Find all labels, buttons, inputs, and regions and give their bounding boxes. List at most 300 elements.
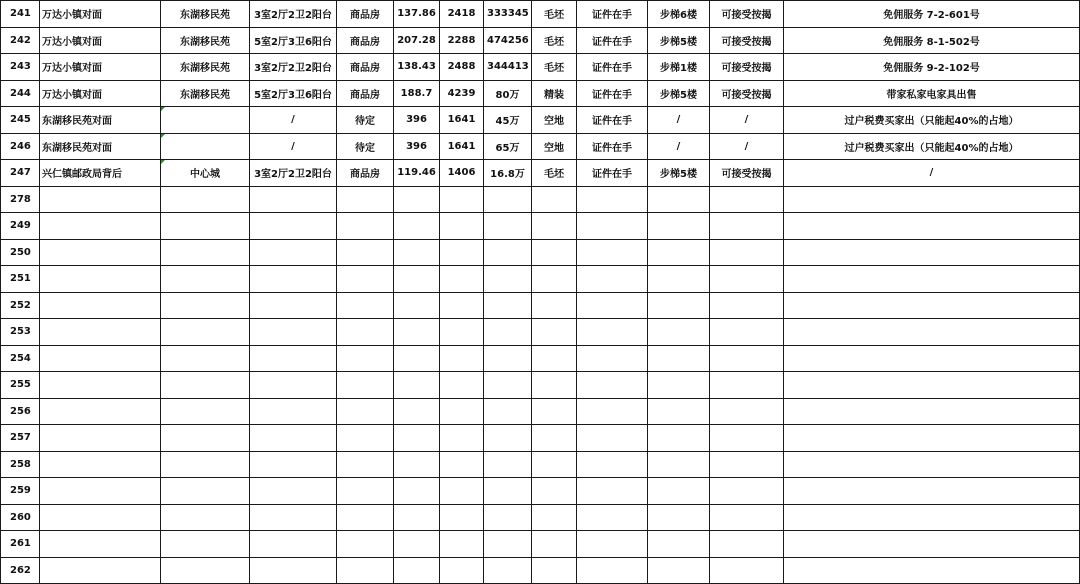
certificate-cell[interactable] [577, 239, 648, 266]
certificate-cell[interactable]: 证件在手 [577, 133, 648, 160]
loan-cell[interactable] [710, 186, 784, 213]
community-cell[interactable] [161, 372, 250, 399]
row-number-cell[interactable]: 249 [1, 213, 40, 240]
decoration-cell[interactable] [532, 398, 577, 425]
unit-price-cell[interactable]: 2488 [440, 54, 484, 81]
area-cell[interactable] [394, 372, 440, 399]
loan-cell[interactable]: 可接受按揭 [710, 160, 784, 187]
decoration-cell[interactable] [532, 557, 577, 584]
property-type-cell[interactable] [337, 266, 394, 293]
floor-cell[interactable] [648, 345, 710, 372]
location-cell[interactable] [40, 451, 161, 478]
unit-price-cell[interactable]: 2418 [440, 1, 484, 28]
property-type-cell[interactable] [337, 319, 394, 346]
decoration-cell[interactable] [532, 425, 577, 452]
note-cell[interactable] [784, 239, 1080, 266]
row-number-cell[interactable]: 258 [1, 451, 40, 478]
layout-cell[interactable]: 5室2厅3卫6阳台 [250, 27, 337, 54]
community-cell[interactable] [161, 425, 250, 452]
unit-price-cell[interactable] [440, 319, 484, 346]
property-type-cell[interactable]: 商品房 [337, 80, 394, 107]
certificate-cell[interactable] [577, 531, 648, 558]
total-price-cell[interactable] [484, 213, 532, 240]
row-number-cell[interactable]: 252 [1, 292, 40, 319]
total-price-cell[interactable]: 45万 [484, 107, 532, 134]
note-cell[interactable] [784, 398, 1080, 425]
floor-cell[interactable] [648, 425, 710, 452]
loan-cell[interactable] [710, 451, 784, 478]
total-price-cell[interactable] [484, 398, 532, 425]
note-cell[interactable]: 过户税费买家出（只能起40%的占地） [784, 107, 1080, 134]
location-cell[interactable]: 万达小镇对面 [40, 27, 161, 54]
row-number-cell[interactable]: 257 [1, 425, 40, 452]
loan-cell[interactable] [710, 425, 784, 452]
area-cell[interactable] [394, 213, 440, 240]
layout-cell[interactable]: 3室2厅2卫2阳台 [250, 160, 337, 187]
unit-price-cell[interactable] [440, 266, 484, 293]
table-row [1, 345, 1080, 372]
community-cell[interactable]: 东湖移民苑 [161, 27, 250, 54]
area-cell[interactable]: 207.28 [394, 27, 440, 54]
area-cell[interactable] [394, 239, 440, 266]
property-type-cell[interactable]: 商品房 [337, 160, 394, 187]
row-number-cell[interactable]: 247 [1, 160, 40, 187]
total-price-cell[interactable] [484, 451, 532, 478]
decoration-cell[interactable] [532, 504, 577, 531]
community-cell[interactable] [161, 531, 250, 558]
row-number-cell[interactable]: 259 [1, 478, 40, 505]
community-cell[interactable]: 东湖移民苑 [161, 1, 250, 28]
floor-cell[interactable]: 步梯5楼 [648, 160, 710, 187]
certificate-cell[interactable] [577, 398, 648, 425]
unit-price-cell[interactable] [440, 478, 484, 505]
table-row [1, 478, 1080, 505]
total-price-cell[interactable] [484, 266, 532, 293]
layout-cell[interactable] [250, 425, 337, 452]
row-number-cell[interactable]: 256 [1, 398, 40, 425]
row-number-cell[interactable]: 253 [1, 319, 40, 346]
unit-price-cell[interactable] [440, 345, 484, 372]
total-price-cell[interactable] [484, 372, 532, 399]
table-body [1, 1, 1080, 584]
property-type-cell[interactable] [337, 239, 394, 266]
loan-cell[interactable]: 可接受按揭 [710, 54, 784, 81]
area-cell[interactable]: 396 [394, 107, 440, 134]
layout-cell[interactable] [250, 557, 337, 584]
loan-cell[interactable] [710, 372, 784, 399]
layout-cell[interactable] [250, 186, 337, 213]
certificate-cell[interactable]: 证件在手 [577, 1, 648, 28]
unit-price-cell[interactable] [440, 504, 484, 531]
community-cell[interactable] [161, 451, 250, 478]
property-type-cell[interactable] [337, 425, 394, 452]
decoration-cell[interactable] [532, 266, 577, 293]
decoration-cell[interactable]: 毛坯 [532, 27, 577, 54]
note-cell[interactable]: 过户税费买家出（只能起40%的占地） [784, 133, 1080, 160]
area-cell[interactable]: 119.46 [394, 160, 440, 187]
certificate-cell[interactable] [577, 478, 648, 505]
decoration-cell[interactable]: 空地 [532, 107, 577, 134]
layout-cell[interactable] [250, 531, 337, 558]
row-number-cell[interactable]: 244 [1, 80, 40, 107]
floor-cell[interactable]: 步梯1楼 [648, 54, 710, 81]
certificate-cell[interactable] [577, 345, 648, 372]
location-cell[interactable] [40, 504, 161, 531]
location-cell[interactable] [40, 398, 161, 425]
community-cell[interactable]: 中心城 [161, 160, 250, 187]
location-cell[interactable] [40, 372, 161, 399]
unit-price-cell[interactable] [440, 372, 484, 399]
unit-price-cell[interactable] [440, 213, 484, 240]
location-cell[interactable] [40, 425, 161, 452]
certificate-cell[interactable] [577, 372, 648, 399]
property-type-cell[interactable] [337, 451, 394, 478]
decoration-cell[interactable] [532, 292, 577, 319]
layout-cell[interactable] [250, 398, 337, 425]
floor-cell[interactable] [648, 557, 710, 584]
unit-price-cell[interactable]: 4239 [440, 80, 484, 107]
note-cell[interactable] [784, 478, 1080, 505]
certificate-cell[interactable] [577, 451, 648, 478]
total-price-cell[interactable] [484, 478, 532, 505]
note-cell[interactable]: 带家私家电家具出售 [784, 80, 1080, 107]
row-number-cell[interactable]: 254 [1, 345, 40, 372]
total-price-cell[interactable] [484, 186, 532, 213]
note-cell[interactable] [784, 186, 1080, 213]
loan-cell[interactable]: 可接受按揭 [710, 80, 784, 107]
area-cell[interactable] [394, 451, 440, 478]
community-cell[interactable]: 东湖移民苑 [161, 80, 250, 107]
location-cell[interactable]: 万达小镇对面 [40, 1, 161, 28]
floor-cell[interactable] [648, 451, 710, 478]
note-cell[interactable] [784, 345, 1080, 372]
property-type-cell[interactable] [337, 478, 394, 505]
loan-cell[interactable] [710, 531, 784, 558]
location-cell[interactable] [40, 557, 161, 584]
location-cell[interactable] [40, 239, 161, 266]
location-cell[interactable] [40, 319, 161, 346]
layout-cell[interactable] [250, 239, 337, 266]
loan-cell[interactable]: 可接受按揭 [710, 27, 784, 54]
certificate-cell[interactable]: 证件在手 [577, 27, 648, 54]
unit-price-cell[interactable] [440, 292, 484, 319]
unit-price-cell[interactable] [440, 451, 484, 478]
total-price-cell[interactable]: 333345 [484, 1, 532, 28]
table-row [1, 186, 1080, 213]
layout-cell[interactable] [250, 345, 337, 372]
loan-cell[interactable]: / [710, 107, 784, 134]
decoration-cell[interactable]: 毛坯 [532, 1, 577, 28]
area-cell[interactable] [394, 478, 440, 505]
unit-price-cell[interactable] [440, 239, 484, 266]
loan-cell[interactable] [710, 398, 784, 425]
certificate-cell[interactable] [577, 186, 648, 213]
property-type-cell[interactable]: 待定 [337, 133, 394, 160]
layout-cell[interactable]: 5室2厅3卫6阳台 [250, 80, 337, 107]
table-row [1, 239, 1080, 266]
row-number-cell[interactable]: 278 [1, 186, 40, 213]
note-cell[interactable] [784, 372, 1080, 399]
decoration-cell[interactable] [532, 239, 577, 266]
table-row [1, 451, 1080, 478]
table-row [1, 372, 1080, 399]
layout-cell[interactable] [250, 319, 337, 346]
total-price-cell[interactable] [484, 239, 532, 266]
area-cell[interactable] [394, 345, 440, 372]
community-cell[interactable] [161, 213, 250, 240]
loan-cell[interactable]: 可接受按揭 [710, 1, 784, 28]
decoration-cell[interactable] [532, 478, 577, 505]
total-price-cell[interactable]: 65万 [484, 133, 532, 160]
row-number-cell[interactable]: 241 [1, 1, 40, 28]
certificate-cell[interactable]: 证件在手 [577, 80, 648, 107]
decoration-cell[interactable] [532, 531, 577, 558]
total-price-cell[interactable]: 474256 [484, 27, 532, 54]
loan-cell[interactable] [710, 478, 784, 505]
row-number-cell[interactable]: 261 [1, 531, 40, 558]
note-cell[interactable] [784, 451, 1080, 478]
loan-cell[interactable] [710, 239, 784, 266]
loan-cell[interactable] [710, 213, 784, 240]
floor-cell[interactable]: / [648, 133, 710, 160]
loan-cell[interactable] [710, 557, 784, 584]
layout-cell[interactable] [250, 504, 337, 531]
location-cell[interactable] [40, 292, 161, 319]
area-cell[interactable]: 137.86 [394, 1, 440, 28]
location-cell[interactable] [40, 186, 161, 213]
unit-price-cell[interactable] [440, 531, 484, 558]
table-row [1, 54, 1080, 81]
total-price-cell[interactable] [484, 425, 532, 452]
table-row [1, 27, 1080, 54]
loan-cell[interactable] [710, 504, 784, 531]
property-type-cell[interactable]: 商品房 [337, 1, 394, 28]
property-type-cell[interactable] [337, 531, 394, 558]
floor-cell[interactable] [648, 531, 710, 558]
decoration-cell[interactable]: 精装 [532, 80, 577, 107]
total-price-cell[interactable]: 16.8万 [484, 160, 532, 187]
property-type-cell[interactable]: 商品房 [337, 54, 394, 81]
layout-cell[interactable] [250, 213, 337, 240]
floor-cell[interactable]: 步梯5楼 [648, 80, 710, 107]
certificate-cell[interactable] [577, 557, 648, 584]
total-price-cell[interactable] [484, 557, 532, 584]
decoration-cell[interactable] [532, 319, 577, 346]
property-type-cell[interactable] [337, 557, 394, 584]
property-type-cell[interactable] [337, 186, 394, 213]
floor-cell[interactable] [648, 504, 710, 531]
floor-cell[interactable] [648, 478, 710, 505]
decoration-cell[interactable]: 毛坯 [532, 160, 577, 187]
property-type-cell[interactable]: 商品房 [337, 27, 394, 54]
loan-cell[interactable]: / [710, 133, 784, 160]
unit-price-cell[interactable] [440, 557, 484, 584]
location-cell[interactable] [40, 266, 161, 293]
layout-cell[interactable] [250, 292, 337, 319]
community-cell[interactable] [161, 292, 250, 319]
certificate-cell[interactable] [577, 213, 648, 240]
area-cell[interactable] [394, 425, 440, 452]
table-row [1, 107, 1080, 134]
total-price-cell[interactable] [484, 531, 532, 558]
area-cell[interactable] [394, 398, 440, 425]
note-cell[interactable] [784, 292, 1080, 319]
certificate-cell[interactable] [577, 319, 648, 346]
floor-cell[interactable]: 步梯6楼 [648, 1, 710, 28]
decoration-cell[interactable]: 空地 [532, 133, 577, 160]
certificate-cell[interactable]: 证件在手 [577, 160, 648, 187]
location-cell[interactable]: 万达小镇对面 [40, 54, 161, 81]
row-number-cell[interactable]: 255 [1, 372, 40, 399]
property-type-cell[interactable] [337, 345, 394, 372]
note-cell[interactable] [784, 425, 1080, 452]
layout-cell[interactable]: / [250, 107, 337, 134]
certificate-cell[interactable]: 证件在手 [577, 54, 648, 81]
row-number-cell[interactable]: 246 [1, 133, 40, 160]
certificate-cell[interactable] [577, 292, 648, 319]
row-number-cell[interactable]: 250 [1, 239, 40, 266]
layout-cell[interactable] [250, 372, 337, 399]
decoration-cell[interactable] [532, 345, 577, 372]
community-cell[interactable] [161, 107, 250, 134]
floor-cell[interactable] [648, 239, 710, 266]
loan-cell[interactable] [710, 319, 784, 346]
note-cell[interactable] [784, 531, 1080, 558]
layout-cell[interactable] [250, 451, 337, 478]
floor-cell[interactable] [648, 292, 710, 319]
loan-cell[interactable] [710, 345, 784, 372]
unit-price-cell[interactable]: 1406 [440, 160, 484, 187]
community-cell[interactable] [161, 133, 250, 160]
note-cell[interactable] [784, 266, 1080, 293]
community-cell[interactable] [161, 557, 250, 584]
community-cell[interactable] [161, 478, 250, 505]
decoration-cell[interactable] [532, 186, 577, 213]
table-row [1, 398, 1080, 425]
layout-cell[interactable]: / [250, 133, 337, 160]
community-cell[interactable] [161, 186, 250, 213]
row-number-cell[interactable]: 260 [1, 504, 40, 531]
total-price-cell[interactable] [484, 504, 532, 531]
unit-price-cell[interactable]: 1641 [440, 133, 484, 160]
certificate-cell[interactable]: 证件在手 [577, 107, 648, 134]
note-cell[interactable]: 免佣服务 7-2-601号 [784, 1, 1080, 28]
certificate-cell[interactable] [577, 425, 648, 452]
layout-cell[interactable] [250, 266, 337, 293]
table-row [1, 160, 1080, 187]
property-type-cell[interactable]: 待定 [337, 107, 394, 134]
community-cell[interactable]: 东湖移民苑 [161, 54, 250, 81]
property-type-cell[interactable] [337, 292, 394, 319]
unit-price-cell[interactable] [440, 398, 484, 425]
location-cell[interactable] [40, 213, 161, 240]
unit-price-cell[interactable]: 1641 [440, 107, 484, 134]
community-cell[interactable] [161, 266, 250, 293]
location-cell[interactable] [40, 531, 161, 558]
floor-cell[interactable] [648, 398, 710, 425]
floor-cell[interactable] [648, 319, 710, 346]
location-cell[interactable]: 万达小镇对面 [40, 80, 161, 107]
property-type-cell[interactable] [337, 504, 394, 531]
unit-price-cell[interactable] [440, 186, 484, 213]
row-number-cell[interactable]: 245 [1, 107, 40, 134]
community-cell[interactable] [161, 345, 250, 372]
location-cell[interactable] [40, 478, 161, 505]
table-row [1, 557, 1080, 584]
community-cell[interactable] [161, 319, 250, 346]
note-cell[interactable] [784, 319, 1080, 346]
area-cell[interactable] [394, 531, 440, 558]
floor-cell[interactable] [648, 186, 710, 213]
location-cell[interactable] [40, 345, 161, 372]
location-cell[interactable]: 东湖移民苑对面 [40, 133, 161, 160]
area-cell[interactable] [394, 292, 440, 319]
area-cell[interactable]: 188.7 [394, 80, 440, 107]
area-cell[interactable] [394, 557, 440, 584]
floor-cell[interactable] [648, 372, 710, 399]
row-number-cell[interactable]: 243 [1, 54, 40, 81]
note-cell[interactable] [784, 504, 1080, 531]
community-cell[interactable] [161, 504, 250, 531]
area-cell[interactable] [394, 319, 440, 346]
certificate-cell[interactable] [577, 504, 648, 531]
floor-cell[interactable] [648, 266, 710, 293]
unit-price-cell[interactable]: 2288 [440, 27, 484, 54]
total-price-cell[interactable] [484, 319, 532, 346]
layout-cell[interactable]: 3室2厅2卫2阳台 [250, 1, 337, 28]
total-price-cell[interactable] [484, 292, 532, 319]
note-cell[interactable]: 免佣服务 8-1-502号 [784, 27, 1080, 54]
loan-cell[interactable] [710, 292, 784, 319]
note-cell[interactable]: 免佣服务 9-2-102号 [784, 54, 1080, 81]
floor-cell[interactable] [648, 213, 710, 240]
row-number-cell[interactable]: 251 [1, 266, 40, 293]
certificate-cell[interactable] [577, 266, 648, 293]
area-cell[interactable] [394, 266, 440, 293]
property-type-cell[interactable] [337, 213, 394, 240]
layout-cell[interactable] [250, 478, 337, 505]
decoration-cell[interactable] [532, 213, 577, 240]
unit-price-cell[interactable] [440, 425, 484, 452]
floor-cell[interactable]: 步梯5楼 [648, 27, 710, 54]
total-price-cell[interactable]: 80万 [484, 80, 532, 107]
total-price-cell[interactable] [484, 345, 532, 372]
row-number-cell[interactable]: 262 [1, 557, 40, 584]
location-cell[interactable]: 东湖移民苑对面 [40, 107, 161, 134]
note-cell[interactable] [784, 213, 1080, 240]
floor-cell[interactable]: / [648, 107, 710, 134]
total-price-cell[interactable]: 344413 [484, 54, 532, 81]
property-type-cell[interactable] [337, 372, 394, 399]
area-cell[interactable]: 396 [394, 133, 440, 160]
decoration-cell[interactable] [532, 372, 577, 399]
table-row [1, 504, 1080, 531]
area-cell[interactable] [394, 186, 440, 213]
loan-cell[interactable] [710, 266, 784, 293]
row-number-cell[interactable]: 242 [1, 27, 40, 54]
layout-cell[interactable]: 3室2厅2卫2阳台 [250, 54, 337, 81]
property-type-cell[interactable] [337, 398, 394, 425]
community-cell[interactable] [161, 398, 250, 425]
note-cell[interactable] [784, 557, 1080, 584]
area-cell[interactable] [394, 504, 440, 531]
location-cell[interactable]: 兴仁镇邮政局背后 [40, 160, 161, 187]
community-cell[interactable] [161, 239, 250, 266]
area-cell[interactable]: 138.43 [394, 54, 440, 81]
decoration-cell[interactable] [532, 451, 577, 478]
note-cell[interactable]: / [784, 160, 1080, 187]
decoration-cell[interactable]: 毛坯 [532, 54, 577, 81]
